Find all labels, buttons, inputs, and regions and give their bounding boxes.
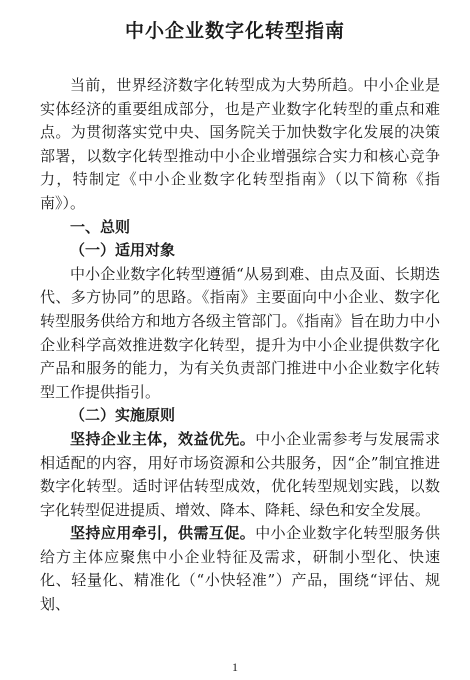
section-heading-general: 一、总则 (70, 217, 131, 236)
principle-2-lead: 坚持应用牵引，供需互促。 (70, 524, 256, 543)
page-number: 1 (232, 660, 238, 674)
principle-1-text: 中小企业需参考与发展需求相适配的内容，用好市场资源和公共服务，因“企”制宜推进数字化转型。适时评估转型成效，优化转型规划实践，以数字化转型促进提质、增效、降本、降耗、绿色和安全发展。 (40, 429, 440, 519)
subsection-heading-principles: （二）实施原则 (70, 406, 176, 425)
document-title: 中小企业数字化转型指南 (124, 20, 345, 42)
principle-paragraph-2 (40, 522, 440, 616)
subsection-heading-scope: （一）适用对象 (70, 241, 176, 260)
principle-paragraph-1 (40, 428, 440, 522)
document-body (40, 74, 440, 617)
principle-1-lead: 坚持企业主体，效益优先。 (70, 429, 256, 448)
scope-paragraph: 中小企业数字化转型遵循“从易到难、由点及面、长期迭代、多方协同”的思路。《指南》主要面向中小企业、数字化转型服务供给方和地方各级主管部门。《指南》旨在助力中小企业科学高效推进数字化转型，提升为中小企业提供数字化产品和服务的能力，为有关负责部门推进中小企业数字化转型工作提供指引。 (40, 264, 440, 401)
intro-paragraph: 当前，世界经济数字化转型成为大势所趋。中小企业是实体经济的重要组成部分，也是产业数字化转型的重点和难点。为贯彻落实党中央、国务院关于加快数字化发展的决策部署，以数字化转型推动中小企业增强综合实力和核心竞争力，特制定《中小企业数字化转型指南》（以下简称《指南》）。 (40, 76, 440, 212)
principle-2-text: 中小企业数字化转型服务供给方主体应聚焦中小企业特征及需求，研制小型化、快速化、轻量化、精准化（“小快轻准”）产品，围绕“评估、规划、 (40, 524, 440, 614)
